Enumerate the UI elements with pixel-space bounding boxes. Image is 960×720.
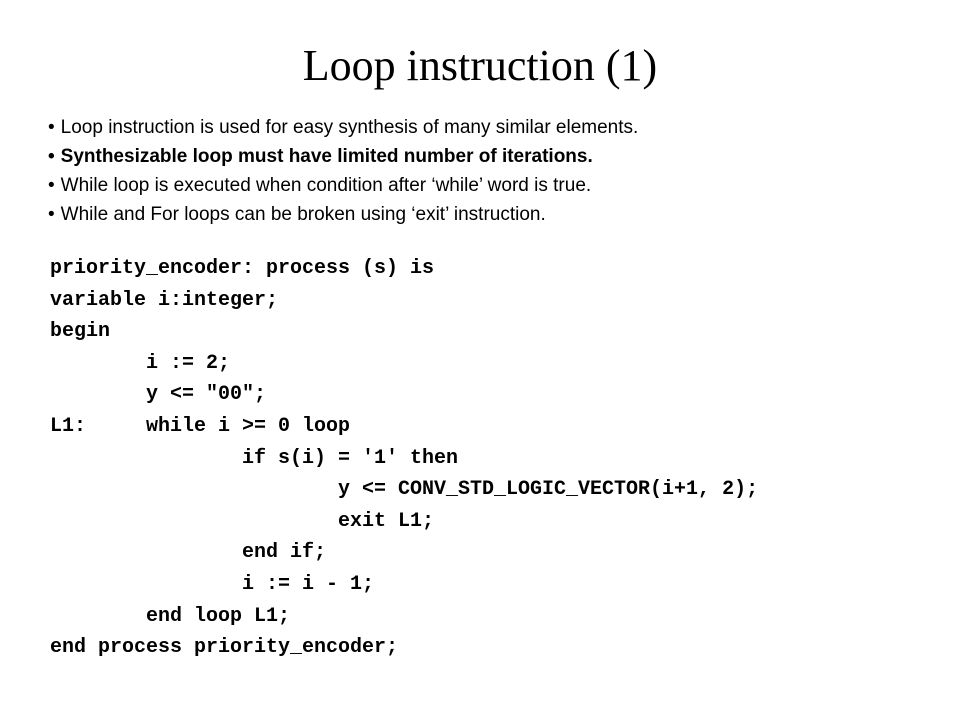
code-line (50, 285, 930, 317)
code-text: i := 2; (146, 351, 231, 375)
code-text: if s(i) = '1' then (242, 446, 459, 470)
bullet-icon: • (48, 117, 55, 138)
bullet-text: While loop is executed when condition after ‘while’ word is true. (60, 175, 592, 196)
bullet-text: Synthesizable loop must have limited number of iterations. (60, 146, 593, 167)
bullet-item (48, 200, 928, 229)
code-text: exit L1; (338, 509, 435, 533)
code-block (50, 253, 930, 664)
code-line (50, 601, 930, 633)
bullet-item (48, 142, 928, 171)
bullet-list (48, 113, 928, 229)
code-text: i := i - 1; (242, 572, 375, 596)
code-label: L1: (50, 414, 87, 438)
bullet-text: Loop instruction is used for easy synthesis of many similar elements. (60, 117, 639, 138)
code-text: y <= "00"; (146, 383, 267, 407)
code-text: begin (50, 320, 111, 344)
code-line (50, 569, 930, 601)
bullet-icon: • (48, 175, 55, 196)
code-text: end loop L1; (146, 604, 291, 628)
code-text: priority_encoder: process (s) is (50, 257, 435, 280)
code-text: while i >= 0 loop (146, 414, 351, 438)
code-text: variable i:integer; (50, 288, 279, 312)
code-line (50, 632, 930, 664)
code-text: y <= CONV_STD_LOGIC_VECTOR(i+1, 2); (338, 478, 759, 502)
code-line (50, 379, 930, 411)
code-line (50, 537, 930, 569)
code-line (50, 474, 930, 506)
code-line (50, 253, 930, 285)
bullet-item (48, 171, 928, 200)
code-text: end process priority_encoder; (50, 636, 399, 660)
code-line (50, 506, 930, 538)
code-line (50, 443, 930, 475)
code-line (50, 348, 930, 380)
bullet-icon: • (48, 204, 55, 225)
code-line (50, 316, 930, 348)
bullet-text: While and For loops can be broken using ‘exit’ instruction. (60, 204, 546, 225)
code-line (50, 411, 930, 443)
code-text: end if; (242, 541, 327, 565)
bullet-item (48, 113, 928, 142)
bullet-icon: • (48, 146, 55, 167)
slide-title: Loop instruction (1) (302, 41, 658, 90)
